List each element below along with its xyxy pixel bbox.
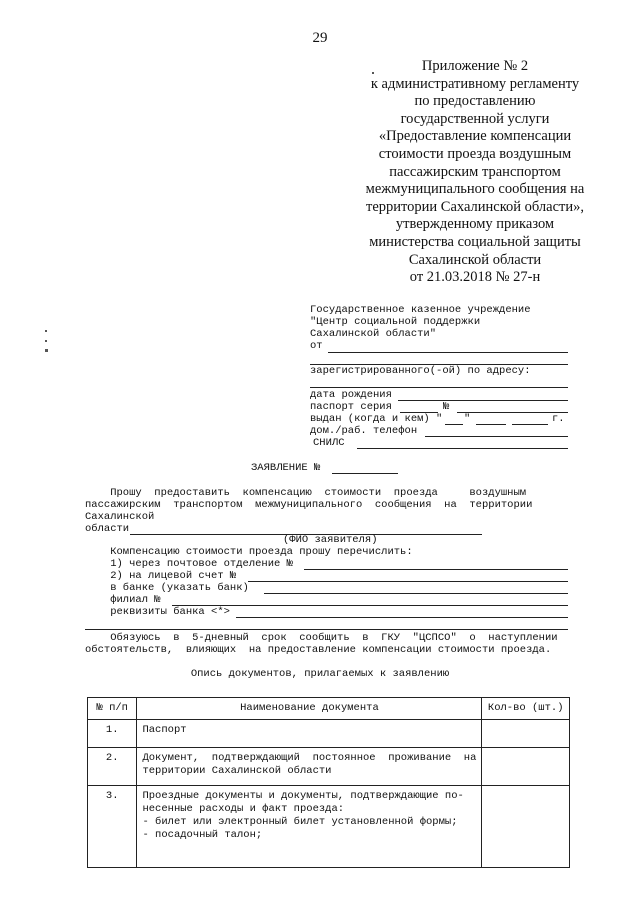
inventory-table [87, 697, 570, 868]
row-quantity[interactable] [482, 748, 570, 786]
appendix-line: Сахалинской области [408, 251, 542, 268]
row-line: Паспорт [142, 724, 187, 736]
request-line-1: Прошу предоставить компенсацию стоимости проезда воздушным [85, 487, 527, 499]
issued-year-field[interactable] [512, 424, 548, 425]
passport-number-sign: № [443, 401, 450, 413]
row-number: 1. [88, 720, 137, 748]
appendix-header [345, 58, 605, 287]
issued-day-field[interactable] [445, 424, 463, 425]
snils-field[interactable] [357, 448, 568, 449]
appendix-line: межмуниципального сообщения на [365, 181, 585, 198]
branch-field[interactable] [172, 605, 568, 606]
from-label: от [310, 340, 323, 352]
row-quantity[interactable] [482, 786, 570, 868]
recipient-line-1: Государственное казенное учреждение [310, 304, 531, 316]
statement-title: ЗАЯВЛЕНИЕ № [251, 462, 321, 474]
appendix-line: утвержденному приказом [395, 216, 555, 233]
branch-label: филиал № [85, 594, 161, 606]
recipient-line-3: Сахалинской области" [310, 328, 437, 340]
table-row [88, 748, 570, 786]
address-field[interactable] [310, 387, 568, 388]
post-office-field[interactable] [304, 569, 568, 570]
row-line: - билет или электронный билет установленной формы; [142, 816, 458, 828]
appendix-line: территории Сахалинской области», [365, 198, 585, 215]
issued-quote: " [464, 413, 471, 425]
appendix-line: «Предоставление компенсации [378, 128, 572, 145]
header-quantity: Кол-во (шт.) [482, 698, 570, 720]
registered-label: зарегистрированного(-ой) по адресу: [310, 365, 531, 377]
appendix-line: государственной услуги [400, 110, 550, 127]
inventory-title: Опись документов, прилагаемых к заявлению [190, 668, 450, 680]
request-line-3: Сахалинской [85, 511, 155, 523]
obligation-line-1: Обязуюсь в 5-дневный срок сообщить в ГКУ "ЦСПСО" о наступлении [85, 632, 558, 644]
appendix-line: к административному регламенту [370, 75, 580, 92]
issued-month-field[interactable] [476, 424, 506, 425]
request-line-2: пассажирским транспортом межмуниципального сообщения на территории [85, 499, 533, 511]
issued-year-label: г. [552, 413, 565, 425]
fio-caption: (ФИО заявителя) [283, 534, 378, 546]
appendix-line: министерства социальной защиты [369, 233, 581, 250]
bank-details-field[interactable] [236, 617, 568, 618]
appendix-line: от 21.03.2018 № 27-н [409, 269, 541, 286]
obligation-line-2: обстоятельств, влияющих на предоставление компенсации стоимости проезда. [85, 644, 552, 656]
option-bank: в банке (указать банк) [85, 582, 249, 594]
bank-details-label: реквизиты банка <*> [85, 606, 230, 618]
row-line: Документ, подтверждающий постоянное проживание на [142, 752, 477, 764]
option-account: 2) на лицевой счет № [85, 570, 237, 582]
birth-date-field[interactable] [398, 400, 568, 401]
row-line: территории Сахалинской области [142, 765, 332, 777]
row-number: 2. [88, 748, 137, 786]
row-document-name [137, 720, 482, 748]
row-document-name [137, 786, 482, 868]
passport-label: паспорт серия [310, 401, 392, 413]
page-number: 29 [312, 30, 328, 46]
recipient-line-2: "Центр социальной поддержки [310, 316, 481, 328]
request-line-4: области [85, 523, 130, 535]
bank-field[interactable] [264, 593, 568, 594]
appendix-line: Приложение № 2 [421, 58, 529, 74]
snils-label: СНИЛС [313, 437, 345, 449]
table-row [88, 720, 570, 748]
header-document-name: Наименование документа [137, 698, 482, 720]
row-line: несенные расходы и факт проезда: [142, 803, 345, 815]
from-field[interactable] [328, 352, 568, 353]
option-post-office: 1) через почтовое отделение № [85, 558, 293, 570]
header-number: № п/п [88, 698, 137, 720]
account-field[interactable] [248, 581, 568, 582]
phone-field[interactable] [425, 436, 568, 437]
appendix-line: пассажирским транспортом [389, 163, 561, 180]
row-number: 3. [88, 786, 137, 868]
transfer-intro: Компенсацию стоимости проезда прошу перечислить: [85, 546, 413, 558]
row-document-name [137, 748, 482, 786]
table-header-row [88, 698, 570, 720]
row-line: Проездные документы и документы, подтверждающие по- [142, 790, 464, 802]
birth-date-label: дата рождения [310, 389, 392, 401]
appendix-line: стоимости проезда воздушным [378, 145, 572, 162]
appendix-line: по предоставлению [414, 93, 536, 110]
issued-label: выдан (когда и кем) " [310, 413, 443, 425]
row-quantity[interactable] [482, 720, 570, 748]
phone-label: дом./раб. телефон [310, 425, 418, 437]
table-row [88, 786, 570, 868]
statement-number-field[interactable] [332, 473, 398, 474]
row-line: - посадочный талон; [142, 829, 263, 841]
extra-line[interactable] [85, 629, 568, 630]
